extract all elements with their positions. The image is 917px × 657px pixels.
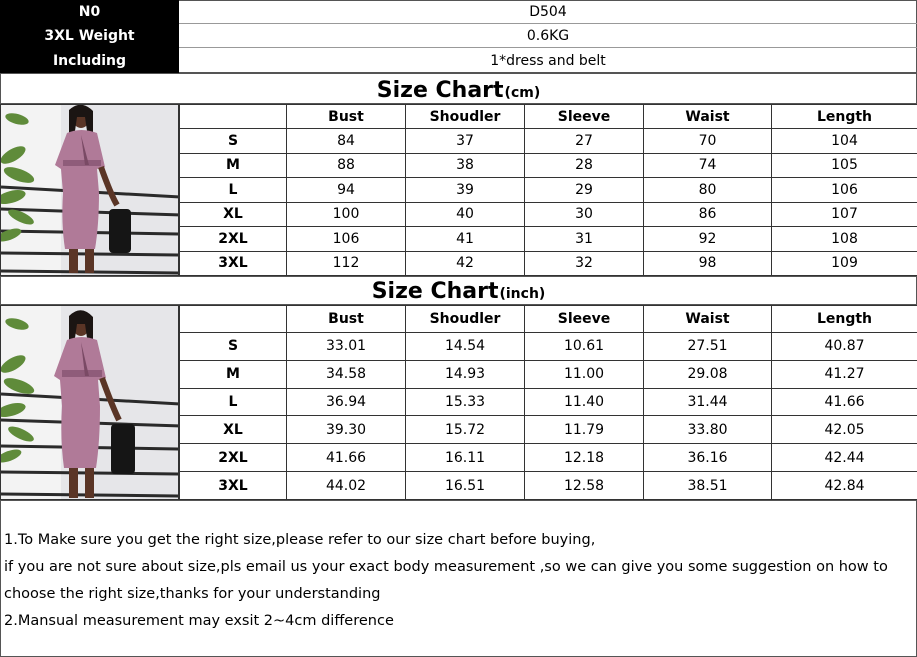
table-row (180, 178, 917, 203)
column-header-waist: Waist (644, 306, 772, 333)
note-line-1: 1.To Make sure you get the right size,please refer to our size chart before buying, (4, 532, 596, 548)
table-cell: 37 (406, 129, 525, 154)
table-cell: 32 (525, 251, 644, 276)
table-cell: 40.87 (772, 333, 917, 361)
table-cell: 14.54 (406, 333, 525, 361)
cm-chart-unit: (cm) (504, 85, 541, 101)
header-corner-cell (180, 105, 287, 129)
size-label: S (180, 333, 287, 361)
table-row (180, 227, 917, 252)
table-cell: 16.11 (406, 444, 525, 472)
table-cell: 42.84 (772, 472, 917, 500)
table-cell: 74 (644, 153, 772, 178)
table-row (180, 333, 917, 361)
table-cell: 16.51 (406, 472, 525, 500)
dress-photo-inch (0, 305, 179, 500)
table-row (180, 472, 917, 500)
table-cell: 106 (772, 178, 917, 203)
table-row (180, 444, 917, 472)
table-cell: 104 (772, 129, 917, 154)
table-row (180, 251, 917, 276)
table-cell: 11.00 (525, 360, 644, 388)
note-line-3: choose the right size,thanks for your understanding (4, 586, 381, 602)
table-header-row (180, 105, 917, 129)
table-cell: 41.66 (287, 444, 406, 472)
table-row (180, 129, 917, 154)
column-header-length: Length (772, 306, 917, 333)
table-cell: 14.93 (406, 360, 525, 388)
table-cell: 15.33 (406, 388, 525, 416)
table-cell: 70 (644, 129, 772, 154)
header-corner-cell (180, 306, 287, 333)
column-header-waist: Waist (644, 105, 772, 129)
table-cell: 42 (406, 251, 525, 276)
size-label: M (180, 153, 287, 178)
table-cell: 41.66 (772, 388, 917, 416)
size-label: L (180, 178, 287, 203)
table-cell: 28 (525, 153, 644, 178)
cm-chart-title-text: Size Chart (376, 78, 504, 103)
info-value-including: 1*dress and belt (490, 52, 606, 69)
inch-chart-unit: (inch) (499, 286, 546, 302)
table-cell: 38 (406, 153, 525, 178)
table-cell: 36.94 (287, 388, 406, 416)
size-chart-inch-table (179, 305, 917, 500)
table-cell: 34.58 (287, 360, 406, 388)
table-cell: 39 (406, 178, 525, 203)
size-label: 3XL (180, 251, 287, 276)
table-cell: 11.40 (525, 388, 644, 416)
size-notes (0, 500, 917, 657)
table-cell: 109 (772, 251, 917, 276)
table-cell: 30 (525, 202, 644, 227)
size-label: 2XL (180, 444, 287, 472)
info-label-including: Including (0, 48, 179, 73)
info-label-weight: 3XL Weight (0, 24, 179, 48)
table-cell: 29.08 (644, 360, 772, 388)
table-cell: 98 (644, 251, 772, 276)
table-cell: 100 (287, 202, 406, 227)
table-cell: 12.18 (525, 444, 644, 472)
table-cell: 38.51 (644, 472, 772, 500)
table-cell: 33.01 (287, 333, 406, 361)
table-cell: 41 (406, 227, 525, 252)
column-header-sleeve: Sleeve (525, 306, 644, 333)
column-header-length: Length (772, 105, 917, 129)
table-cell: 107 (772, 202, 917, 227)
table-cell: 106 (287, 227, 406, 252)
table-cell: 105 (772, 153, 917, 178)
table-cell: 42.44 (772, 444, 917, 472)
column-header-shoulder: Shoudler (406, 105, 525, 129)
size-label: M (180, 360, 287, 388)
table-cell: 86 (644, 202, 772, 227)
table-header-row (180, 306, 917, 333)
table-cell: 94 (287, 178, 406, 203)
table-cell: 39.30 (287, 416, 406, 444)
table-cell: 84 (287, 129, 406, 154)
table-row (180, 202, 917, 227)
table-cell: 15.72 (406, 416, 525, 444)
info-label-no: N0 (0, 0, 179, 24)
column-header-shoulder: Shoudler (406, 306, 525, 333)
inch-chart-title (0, 276, 917, 305)
table-row (180, 388, 917, 416)
note-line-2: if you are not sure about size,pls email us your exact body measurement ,so we can give you some suggestion on how to (4, 559, 888, 575)
table-cell: 108 (772, 227, 917, 252)
info-value-weight: 0.6KG (179, 24, 917, 48)
table-row (180, 360, 917, 388)
table-cell: 36.16 (644, 444, 772, 472)
table-cell: 92 (644, 227, 772, 252)
table-cell: 12.58 (525, 472, 644, 500)
size-chart-cm-table (179, 104, 917, 276)
table-cell: 33.80 (644, 416, 772, 444)
table-cell: 42.05 (772, 416, 917, 444)
table-cell: 27 (525, 129, 644, 154)
size-label: 2XL (180, 227, 287, 252)
column-header-bust: Bust (287, 105, 406, 129)
table-cell: 31.44 (644, 388, 772, 416)
table-cell: 31 (525, 227, 644, 252)
inch-chart-title-text: Size Chart (371, 279, 499, 304)
size-label: S (180, 129, 287, 154)
info-value-no: D504 (179, 0, 917, 24)
size-label: L (180, 388, 287, 416)
cm-chart-title (0, 73, 917, 104)
table-row (180, 153, 917, 178)
size-label: 3XL (180, 472, 287, 500)
size-label: XL (180, 416, 287, 444)
table-cell: 40 (406, 202, 525, 227)
table-cell: 80 (644, 178, 772, 203)
table-cell: 11.79 (525, 416, 644, 444)
table-cell: 27.51 (644, 333, 772, 361)
table-cell: 88 (287, 153, 406, 178)
table-cell: 44.02 (287, 472, 406, 500)
size-label: XL (180, 202, 287, 227)
dress-photo-cm (0, 104, 179, 276)
table-cell: 41.27 (772, 360, 917, 388)
column-header-sleeve: Sleeve (525, 105, 644, 129)
table-row (180, 416, 917, 444)
table-cell: 10.61 (525, 333, 644, 361)
note-line-4: 2.Mansual measurement may exsit 2~4cm difference (4, 613, 394, 629)
table-cell: 29 (525, 178, 644, 203)
column-header-bust: Bust (287, 306, 406, 333)
table-cell: 112 (287, 251, 406, 276)
